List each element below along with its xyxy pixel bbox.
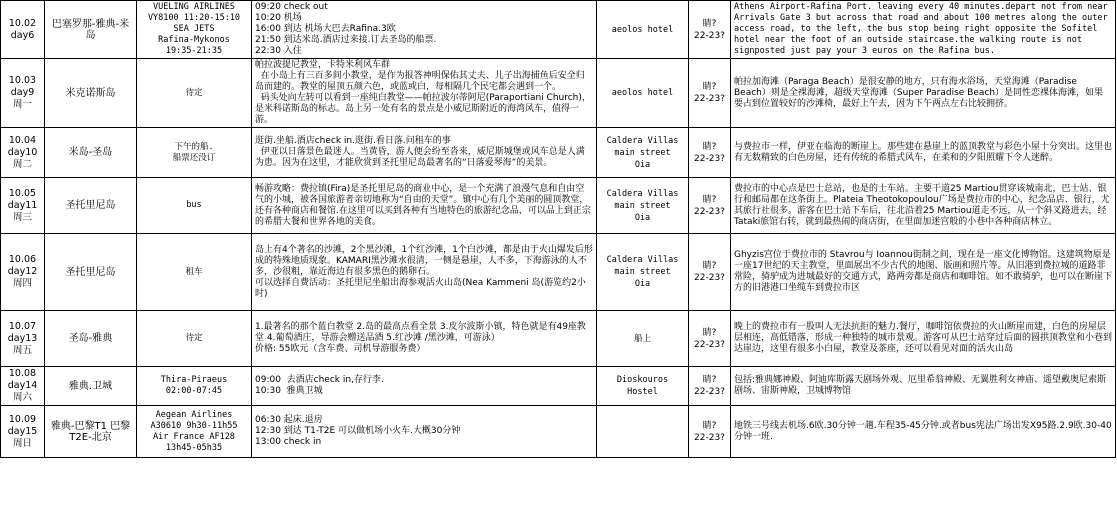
transport-cell — [137, 128, 252, 178]
plan-line: 09:00 去酒店check in,存行李. — [255, 375, 384, 385]
transport-line: 待定 — [185, 87, 203, 98]
weather-cell — [689, 367, 731, 406]
weather-line: 22-23? — [694, 30, 725, 41]
date-value: 10.02 — [8, 17, 37, 29]
weather-line: 22-23? — [694, 94, 725, 104]
table-row — [1, 1, 1116, 59]
plan-line: 10:20 机场 — [255, 13, 302, 23]
weekday: 周二 — [12, 158, 32, 170]
transport-line: 下午的船. — [174, 141, 214, 152]
plan-line: 逛街.坐船.酒店check in.逛街.看日落.问租车的事 — [255, 136, 451, 146]
weather-line: 睛? — [702, 420, 717, 431]
route-cell — [45, 1, 137, 59]
day-number: day10 — [7, 146, 38, 158]
date-cell — [1, 234, 45, 311]
plan-line: 在小岛上有三百多间小教堂，是作为报答神明保佑其丈夫、儿子出海捕鱼后安全归岛而建的。教堂的屋顶五颜六色，或蓝或白，每相隔几个民宅都会遇到一个。 — [255, 71, 585, 92]
plan-line: 可以选择自费活动：圣托里尼坐船出海参观活火山岛(Nea Kammeni 岛(游览约2小时) — [255, 277, 586, 299]
plan-line: 码头处向左转可以看到一座纯白教堂——帕拉波尔蒂阿尼(Paraportiani Church)，是米科诺斯岛的标志。岛上另一处有名的景点是小威尼斯附近的海湾风车，值得一游。 — [255, 93, 591, 125]
transport-line: 13h45-05h35 — [165, 442, 223, 453]
weather-line: 22-23? — [694, 339, 725, 350]
hotel-cell — [597, 1, 689, 59]
table-row — [1, 234, 1116, 311]
notes-cell — [731, 311, 1116, 367]
route-text: 米克诺斯岛 — [65, 87, 116, 99]
hotel-line: Oia — [634, 279, 651, 289]
day-number: day9 — [10, 87, 35, 98]
hotel-line: 船上 — [633, 333, 651, 344]
plan-line: 06:30 起床.退房 — [255, 415, 323, 425]
day-number: day13 — [7, 332, 38, 344]
plan-line: 21:50 到达米岛.酒店过来接.订去圣岛的船票. — [255, 35, 437, 45]
date-value: 10.04 — [8, 134, 37, 146]
weekday: 周五 — [12, 344, 32, 356]
transport-line: 船票还没订 — [172, 152, 216, 163]
hotel-line: main street — [614, 200, 671, 211]
weather-line: 睛? — [702, 194, 717, 205]
route-text: 圣托里尼岛 — [65, 200, 116, 211]
plan-line: 畅游攻略：费拉镇(Fira)是圣托里尼岛的商业中心，是一个充满了浪漫气息和自由空气的小城，被各国旅游者亲切地称为“自由的天堂”。镇中心有几个美丽的圆顶教堂，还有各种商店和餐馆.在这里可以买到各种有当地特色的旅游纪念品，可以品上到正宗的希腊大餐和世界各地的美食。 — [255, 183, 591, 227]
weather-line: 睛? — [702, 327, 717, 338]
plan-line: 伊亚以日落景色最迷人。当黄昏，游人便会纷至沓来，威尼斯城堡或风车总是人满为患。因为在这里，才能欣赏到圣托里尼岛最著名的“日落爱琴海”的美景。 — [255, 147, 585, 168]
weekday: 周日 — [12, 437, 32, 449]
hotel-cell — [597, 128, 689, 178]
plan-line: 岛上有4个著名的沙滩，2个黑沙滩，1个红沙滩，1个白沙滩，都是由于火山爆发后形成的特殊地质现象。KAMARI黑沙滩水很清，一侧是悬崖，人不多，下海游泳的人不多，沙很粗，靠近海边有很多黑色的鹅卵石。 — [255, 244, 593, 277]
day-number: day14 — [7, 380, 38, 391]
transport-line: SEA JETS — [173, 24, 215, 34]
table-row — [1, 406, 1116, 458]
date-value: 10.07 — [8, 320, 37, 332]
weather-line: 22-23? — [694, 206, 725, 217]
hotel-cell — [597, 59, 689, 128]
transport-line: Thira-Piraeus — [160, 375, 228, 385]
day-number: day15 — [7, 425, 38, 437]
notes-text: 晚上的费拉市有一股叫人无法抗拒的魅力.餐厅，咖啡馆依费拉的火山断崖而建，白色的房屋层层相连，高低错落，形成一种独特的城市景观。游客可从巴士站穿过后面的圆拱顶教堂和小巷到达崖边，这里有很多小白屋，教堂及茶座，还可以看见对面的活火山岛 — [734, 322, 1113, 354]
weather-line: 22-23? — [694, 273, 725, 283]
hotel-line: Oia — [634, 159, 651, 170]
plan-line: 13:00 check in — [255, 437, 322, 447]
date-cell — [1, 59, 45, 128]
day-number: day11 — [7, 199, 38, 211]
notes-text: 包括:雅典娜神殿、阿迪库斯露天剧场外观、厄里希翁神殿、无翼胜利女神庙、遥望戴奥尼索斯剧场、宙斯神殿，卫城博物馆 — [734, 375, 1107, 396]
transport-line: VY8100 11:20-15:10 — [147, 13, 241, 23]
route-text: 圣岛-雅典 — [68, 333, 113, 344]
notes-cell — [731, 1, 1116, 59]
hotel-line: Caldera Villas — [606, 255, 679, 265]
weather-line: 睛? — [702, 375, 717, 385]
transport-cell — [137, 367, 252, 406]
day-number: day12 — [7, 266, 38, 277]
hotel-line: main street — [614, 267, 671, 277]
notes-cell — [731, 406, 1116, 458]
date-cell — [1, 128, 45, 178]
hotel-cell — [597, 311, 689, 367]
date-value: 10.05 — [8, 187, 37, 199]
plan-cell — [252, 234, 597, 311]
transport-line: VUELING AIRLINES — [153, 2, 235, 12]
route-cell — [45, 367, 137, 406]
date-cell — [1, 367, 45, 406]
transport-cell — [137, 178, 252, 234]
hotel-line: Caldera Villas — [606, 188, 679, 199]
date-cell — [1, 178, 45, 234]
transport-line: A30610 9h30-11h55 — [150, 420, 238, 431]
weather-line: 睛? — [702, 82, 717, 92]
table-row — [1, 311, 1116, 367]
weather-line: 22-23? — [694, 387, 725, 397]
transport-cell — [137, 234, 252, 311]
route-text: 圣托里尼岛 — [65, 266, 116, 278]
route-cell — [45, 128, 137, 178]
route-cell — [45, 311, 137, 367]
plan-cell — [252, 128, 597, 178]
plan-cell — [252, 1, 597, 59]
date-value: 10.08 — [8, 368, 37, 379]
plan-line: 12:30 到达 T1-T2E 可以做机场小火车.大概30分钟 — [255, 426, 461, 436]
notes-text: 地铁三号线去机场.6欧.30分钟一趟.车程35-45分钟.或者bus宪法广场出发X95路.2.9欧.30-40分钟一班. — [734, 420, 1112, 442]
transport-line: 19:35-21:35 — [165, 46, 223, 56]
weather-line: 22-23? — [694, 153, 725, 164]
notes-cell — [731, 234, 1116, 311]
hotel-cell — [597, 406, 689, 458]
weekday: 周三 — [12, 211, 32, 223]
transport-cell — [137, 311, 252, 367]
hotel-line: Oia — [634, 212, 651, 223]
weekday: 周四 — [12, 278, 32, 289]
table-row — [1, 178, 1116, 234]
notes-text: 与费拉市一样，伊亚在临海的断崖上。那些建在悬崖上的蓝顶教堂与彩色小屋十分突出。这里也有无数精致的白色房屋，还有传统的希腊式风车，在柔和的夕阳照耀下令人迷醉。 — [734, 141, 1113, 163]
plan-line: 10:30 雅典卫城 — [255, 386, 323, 396]
plan-line: 1.最著名的那个蓝白教堂 2.岛的最高点看全景 3.皮尔波斯小镇，特色就是有49座教堂 4.葡萄酒庄，导游会赠送品酒 5.红沙滩 /黑沙滩，可游泳） — [255, 322, 586, 343]
route-text: 雅典.卫城 — [68, 380, 113, 392]
plan-cell — [252, 311, 597, 367]
weekday: 周一 — [12, 99, 32, 110]
hotel-line: Caldera Villas — [606, 135, 679, 146]
date-cell — [1, 1, 45, 59]
plan-line: 09:20 check out — [255, 2, 328, 12]
date-value: 10.03 — [8, 75, 37, 86]
weather-cell — [689, 1, 731, 59]
notes-cell — [731, 128, 1116, 178]
plan-line: 价格: 55欧元（含车费、司机导游服务费） — [255, 344, 426, 354]
weather-cell — [689, 234, 731, 311]
route-cell — [45, 178, 137, 234]
weather-cell — [689, 59, 731, 128]
notes-text: 帕拉加海滩（Paraga Beach）是很安静的地方，只有海水浴场，天堂海滩（Paradise Beach）则是全裸海滩，超级天堂海滩（Super Paradise Beach）是同性恋裸体海滩，如果要占到位置较好的沙滩椅，最好上午去，因为下午两点左右比较拥挤。 — [734, 76, 1104, 109]
hotel-cell — [597, 234, 689, 311]
transport-line: 租车 — [185, 266, 203, 277]
plan-cell — [252, 59, 597, 128]
weather-line: 睛? — [702, 141, 717, 152]
notes-cell — [731, 178, 1116, 234]
weather-cell — [689, 178, 731, 234]
route-cell — [45, 406, 137, 458]
transport-line: 待定 — [185, 333, 203, 343]
hotel-cell — [597, 367, 689, 406]
plan-cell — [252, 367, 597, 406]
hotel-line: main street — [614, 147, 671, 158]
date-value: 10.06 — [8, 254, 37, 265]
plan-line: 帕拉波提尼教堂，卡特米利风车群 — [255, 60, 391, 70]
transport-line: Aegean Airlines — [155, 409, 233, 420]
plan-cell — [252, 178, 597, 234]
date-value: 10.09 — [8, 413, 37, 425]
date-cell — [1, 311, 45, 367]
route-text: 米岛-圣岛 — [68, 147, 113, 158]
route-text: 巴塞罗那-雅典-米岛 — [51, 18, 130, 41]
transport-cell — [137, 59, 252, 128]
plan-line: 16:00 到达 机场大巴去Rafina.3欧 — [255, 24, 396, 34]
notes-text: 费拉市的中心点是巴士总站，也是的士车站。主要干道25 Martiou贯穿该城南北，巴士站、银行和邮局都在这条街上。Plateia Theotokopoulou广场是费拉市的中心，纪念品店、银行，尤其旅行社很多。游客在巴士站下车后，往北沿着25 Martiou道走不远，从一个斜叉路进去，经 Tataki旅馆右转，就到最热闹的商店街，在里面加迷宫般的小巷中各种商店林立。 — [734, 183, 1110, 227]
route-cell — [45, 59, 137, 128]
notes-text: Ghyzis宫位于费拉市的 Stavrou与 Ioannou街制之间，现在是一座文化博物馆。这建筑物原是一座17世纪的天主教堂，里面展出不少古代的地图、版画和照片等。从旧港到费拉城的道路非常险，骑驴成为进城最好的交通方式，路两旁都是商店和咖啡馆。如不敢骑驴，也可以在断崖下方的旧港港口坐缆车到费拉市区 — [734, 250, 1113, 293]
weather-line: 睛? — [702, 261, 717, 271]
table-row — [1, 128, 1116, 178]
transport-line: 02:00-07:45 — [165, 386, 223, 396]
hotel-line: aeolos hotel — [611, 88, 674, 98]
weather-line: 睛? — [702, 18, 717, 29]
weather-cell — [689, 406, 731, 458]
hotel-line: Dioskouros — [616, 375, 669, 385]
notes-cell — [731, 367, 1116, 406]
notes-text: Athens Airport-Rafina Port. leaving every 40 minutes.depart not from near Arrivals Gate 3 but across that road and about 100 metres along the outer access road, to the left, the bus stop being right opposite the Sofitel hotel near the foot of an outside staircase.the walking route is not signposted just pay your 3 euros on the Rafina bus. — [734, 2, 1113, 56]
notes-cell — [731, 59, 1116, 128]
date-cell — [1, 406, 45, 458]
day-number: day6 — [10, 29, 35, 41]
transport-cell — [137, 1, 252, 59]
table-row — [1, 59, 1116, 128]
route-text: 雅典-巴黎T1 巴黎T2E-北京 — [50, 420, 131, 443]
plan-cell — [252, 406, 597, 458]
weather-cell — [689, 311, 731, 367]
route-cell — [45, 234, 137, 311]
itinerary-body — [1, 1, 1116, 458]
hotel-line: aeolos hotel — [611, 24, 674, 35]
transport-line: Rafina-Mykonos — [158, 35, 230, 45]
weather-cell — [689, 128, 731, 178]
transport-line: bus — [186, 200, 202, 210]
weather-line: 22-23? — [694, 432, 725, 443]
weekday: 周六 — [12, 392, 32, 403]
hotel-line: Hostel — [627, 387, 658, 397]
table-row — [1, 367, 1116, 406]
transport-line: Air France AF128 — [153, 431, 235, 442]
transport-cell — [137, 406, 252, 458]
plan-line: 22:30 入住 — [255, 46, 302, 56]
hotel-cell — [597, 178, 689, 234]
